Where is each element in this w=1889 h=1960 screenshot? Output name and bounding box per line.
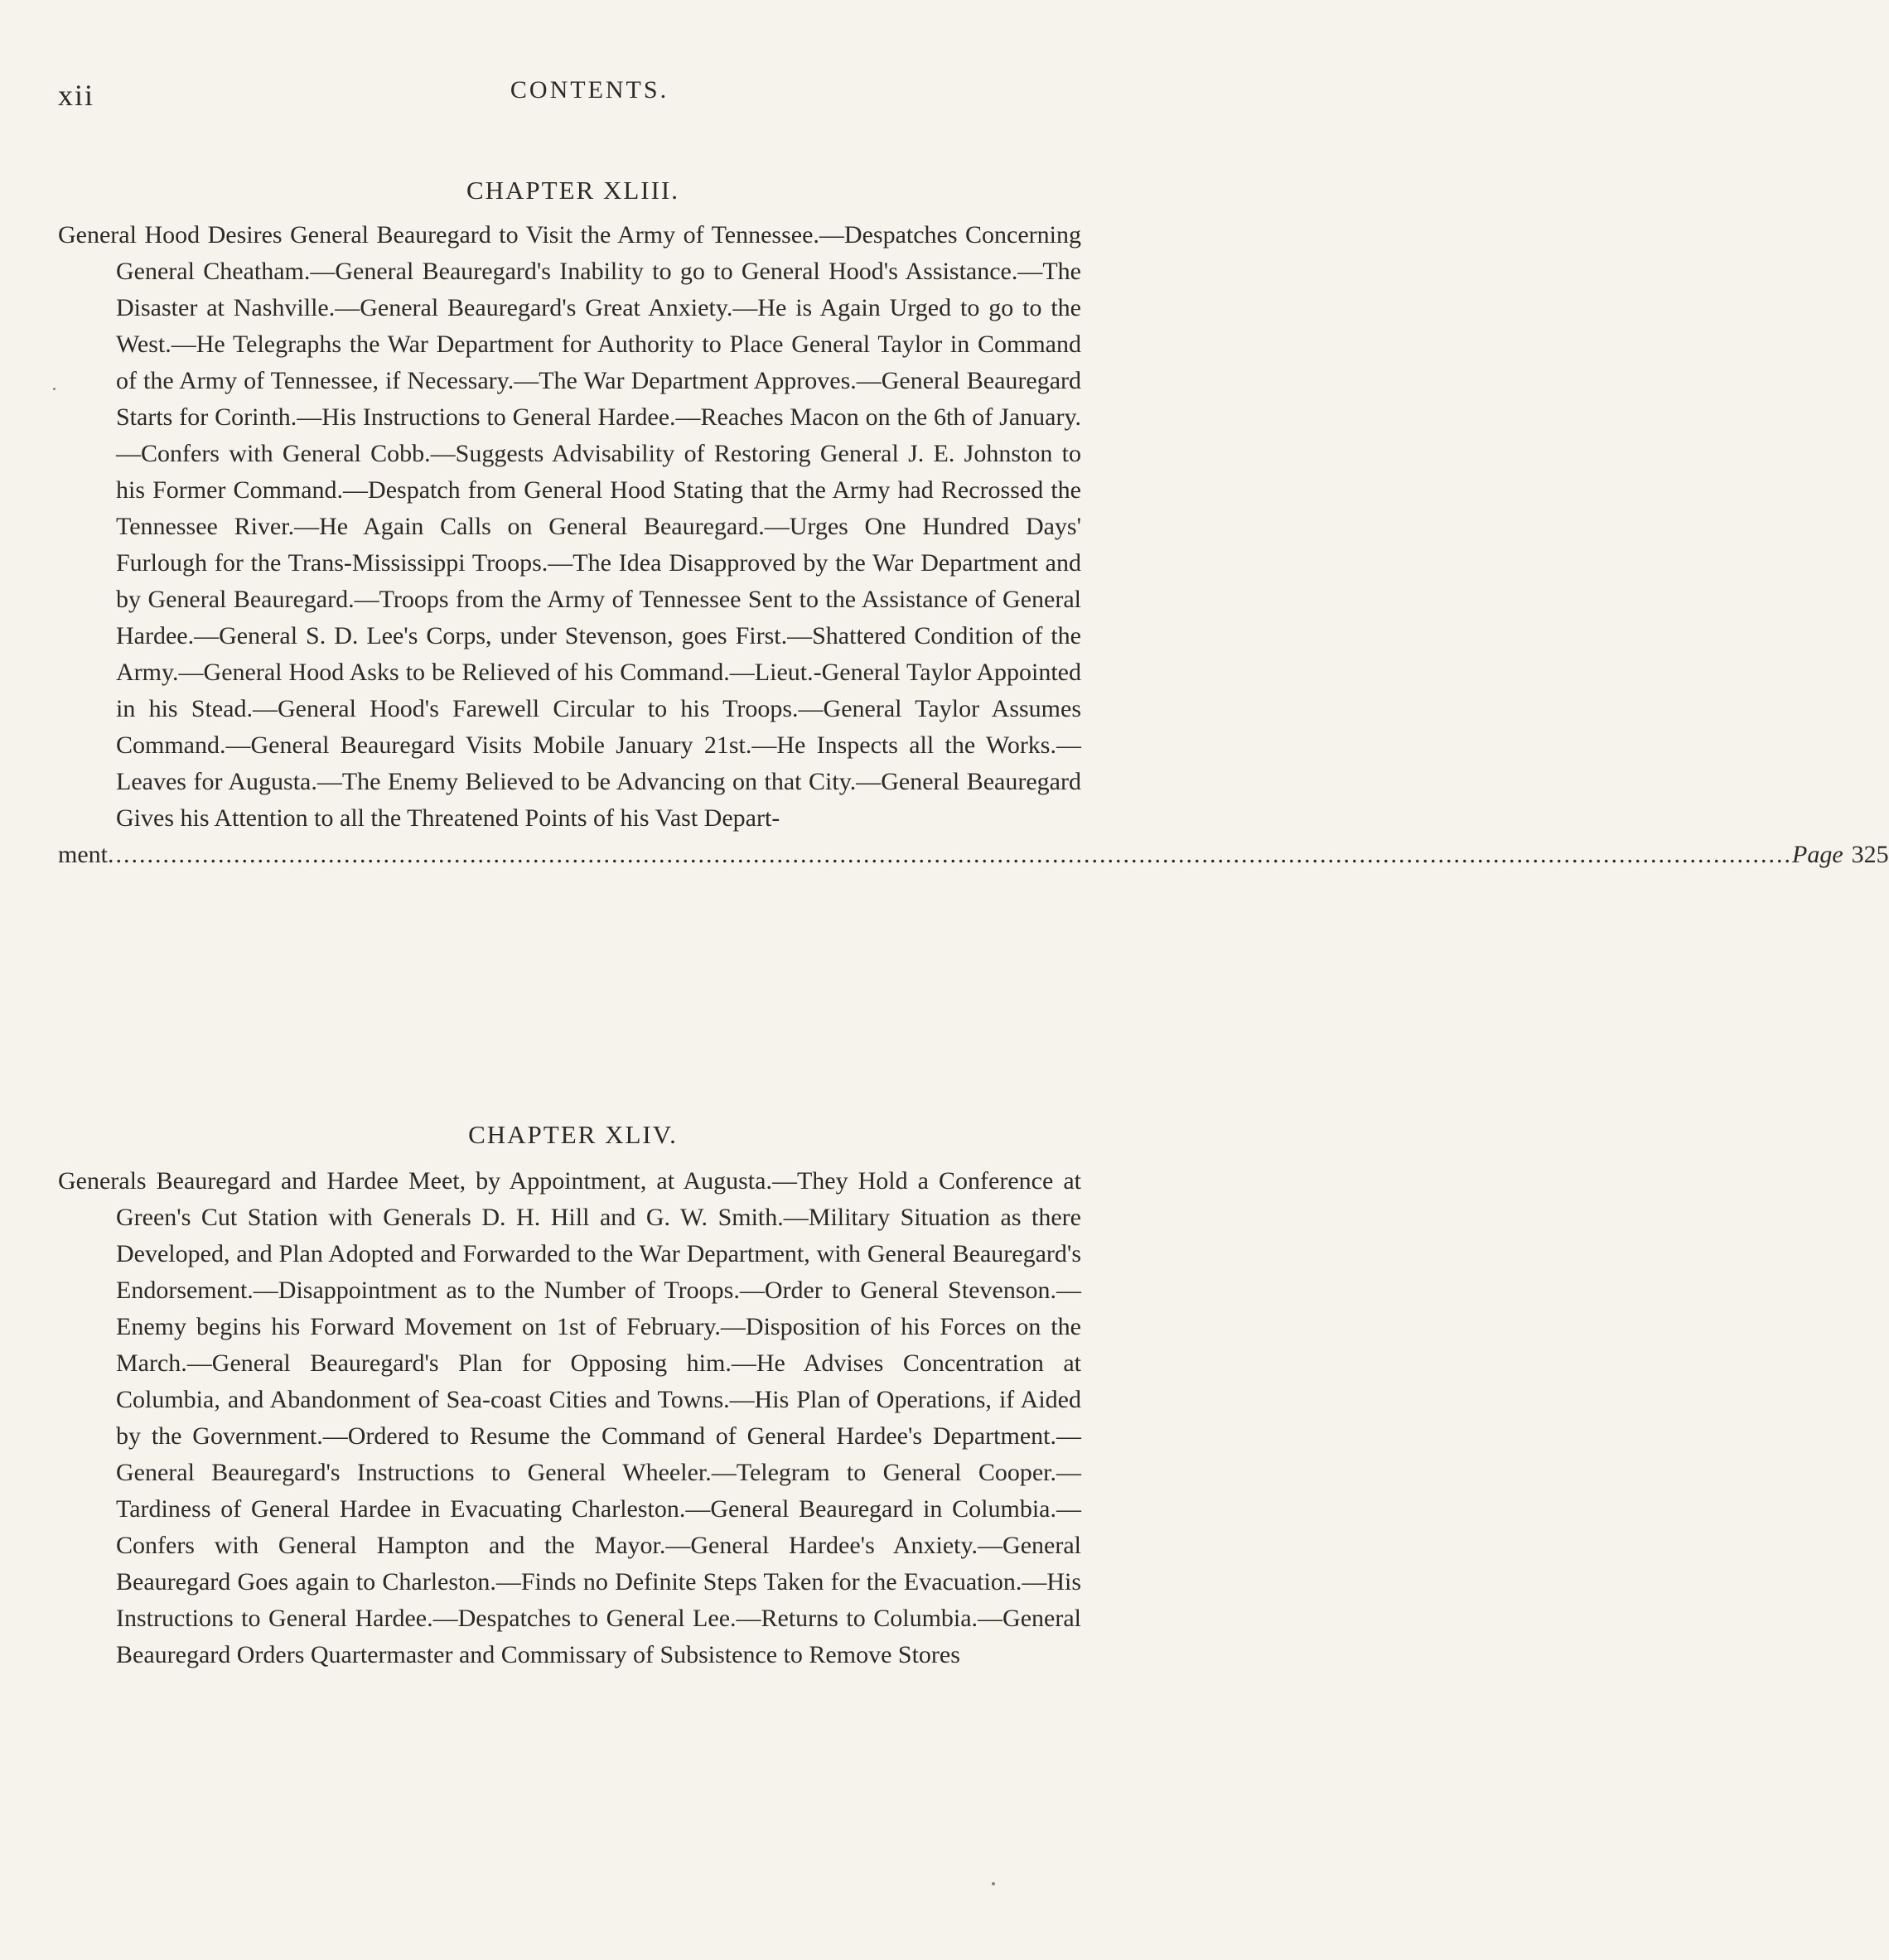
chapter-summary-xliii [58, 217, 1889, 873]
paper-speck [53, 388, 56, 390]
paper-speck [992, 1882, 995, 1885]
chapter-heading-xliii: CHAPTER XLIII. [466, 176, 680, 205]
chapter-summary-xliv [58, 1163, 1081, 1673]
page-reference [0, 837, 1889, 873]
running-title: CONTENTS. [510, 76, 669, 104]
chapter-heading-xliv: CHAPTER XLIV. [468, 1120, 678, 1149]
page-reference-word: ment [58, 841, 108, 868]
page-number: xii [58, 79, 95, 112]
page-value: 325 [1851, 841, 1889, 868]
chapter-summary-text: Generals Beauregard and Hardee Meet, by Appointment, at Augusta.—They Hold a Conference at Green's Cut Station with Generals D. H. Hill and G. W. Smith.—Military Situation as there Developed, and Plan Adopted and Forwarded to the War Department, with General Beauregard's Endorsement.—Disappointment as to the Number of Troops.—Order to General Stevenson.—Enemy begins his Forward Movement on 1st of February.—Disposition of his Forces on the March.—General Beauregard's Plan for Opposing him.—He Advises Concentration at Columbia, and Abandonment of Sea-coast Cities and Towns.—His Plan of Operations, if Aided by the Government.—Ordered to Resume the Command of General Hardee's Department.—General Beauregard's Instructions to General Wheeler.—Telegram to General Cooper.—Tardiness of General Hardee in Evacuating Charleston.—General Beauregard in Columbia.—Confers with General Hampton and the Mayor.—General Hardee's Anxiety.—General Beauregard Goes again to Charleston.—Finds no Definite Steps Taken for the Evacuation.—His Instructions to General Hardee.—Despatches to General Lee.—Returns to Columbia.—General Beauregard Orders Quartermaster and Commissary of Subsistence to Remove Stores [58, 1167, 1081, 1668]
chapter-summary-text: General Hood Desires General Beauregard to Visit the Army of Tennessee.—Despatches Concerning General Cheatham.—General Beauregard's Inability to go to General Hood's Assistance.—The Disaster at Nashville.—General Beauregard's Great Anxiety.—He is Again Urged to go to the West.—He Telegraphs the War Department for Authority to Place General Taylor in Command of the Army of Tennessee, if Necessary.—The War Department Approves.—General Beauregard Starts for Corinth.—His Instructions to General Hardee.—Reaches Macon on the 6th of January.—Confers with General Cobb.—Suggests Advisability of Restoring General J. E. Johnston to his Former Command.—Despatch from General Hood Stating that the Army had Recrossed the Tennessee River.—He Again Calls on General Beauregard.—Urges One Hundred Days' Furlough for the Trans-Mississippi Troops.—The Idea Disapproved by the War Department and by General Beauregard.—Troops from the Army of Tennessee Sent to the Assistance of General Hardee.—General S. D. Lee's Corps, under Stevenson, goes First.—Shattered Condition of the Army.—General Hood Asks to be Relieved of his Command.—Lieut.-General Taylor Appointed in his Stead.—General Hood's Farewell Circular to his Troops.—General Taylor Assumes Command.—General Beauregard Visits Mobile January 21st.—He Inspects all the Works.—Leaves for Augusta.—The Enemy Believed to be Advancing on that City.—General Beauregard Gives his Attention to all the Threatened Points of his Vast Depart- [58, 221, 1081, 832]
dot-leader: ...................................................................................................................................................................................................................... [108, 841, 1792, 868]
page-label: Page [1792, 841, 1843, 868]
running-head [58, 73, 1088, 114]
